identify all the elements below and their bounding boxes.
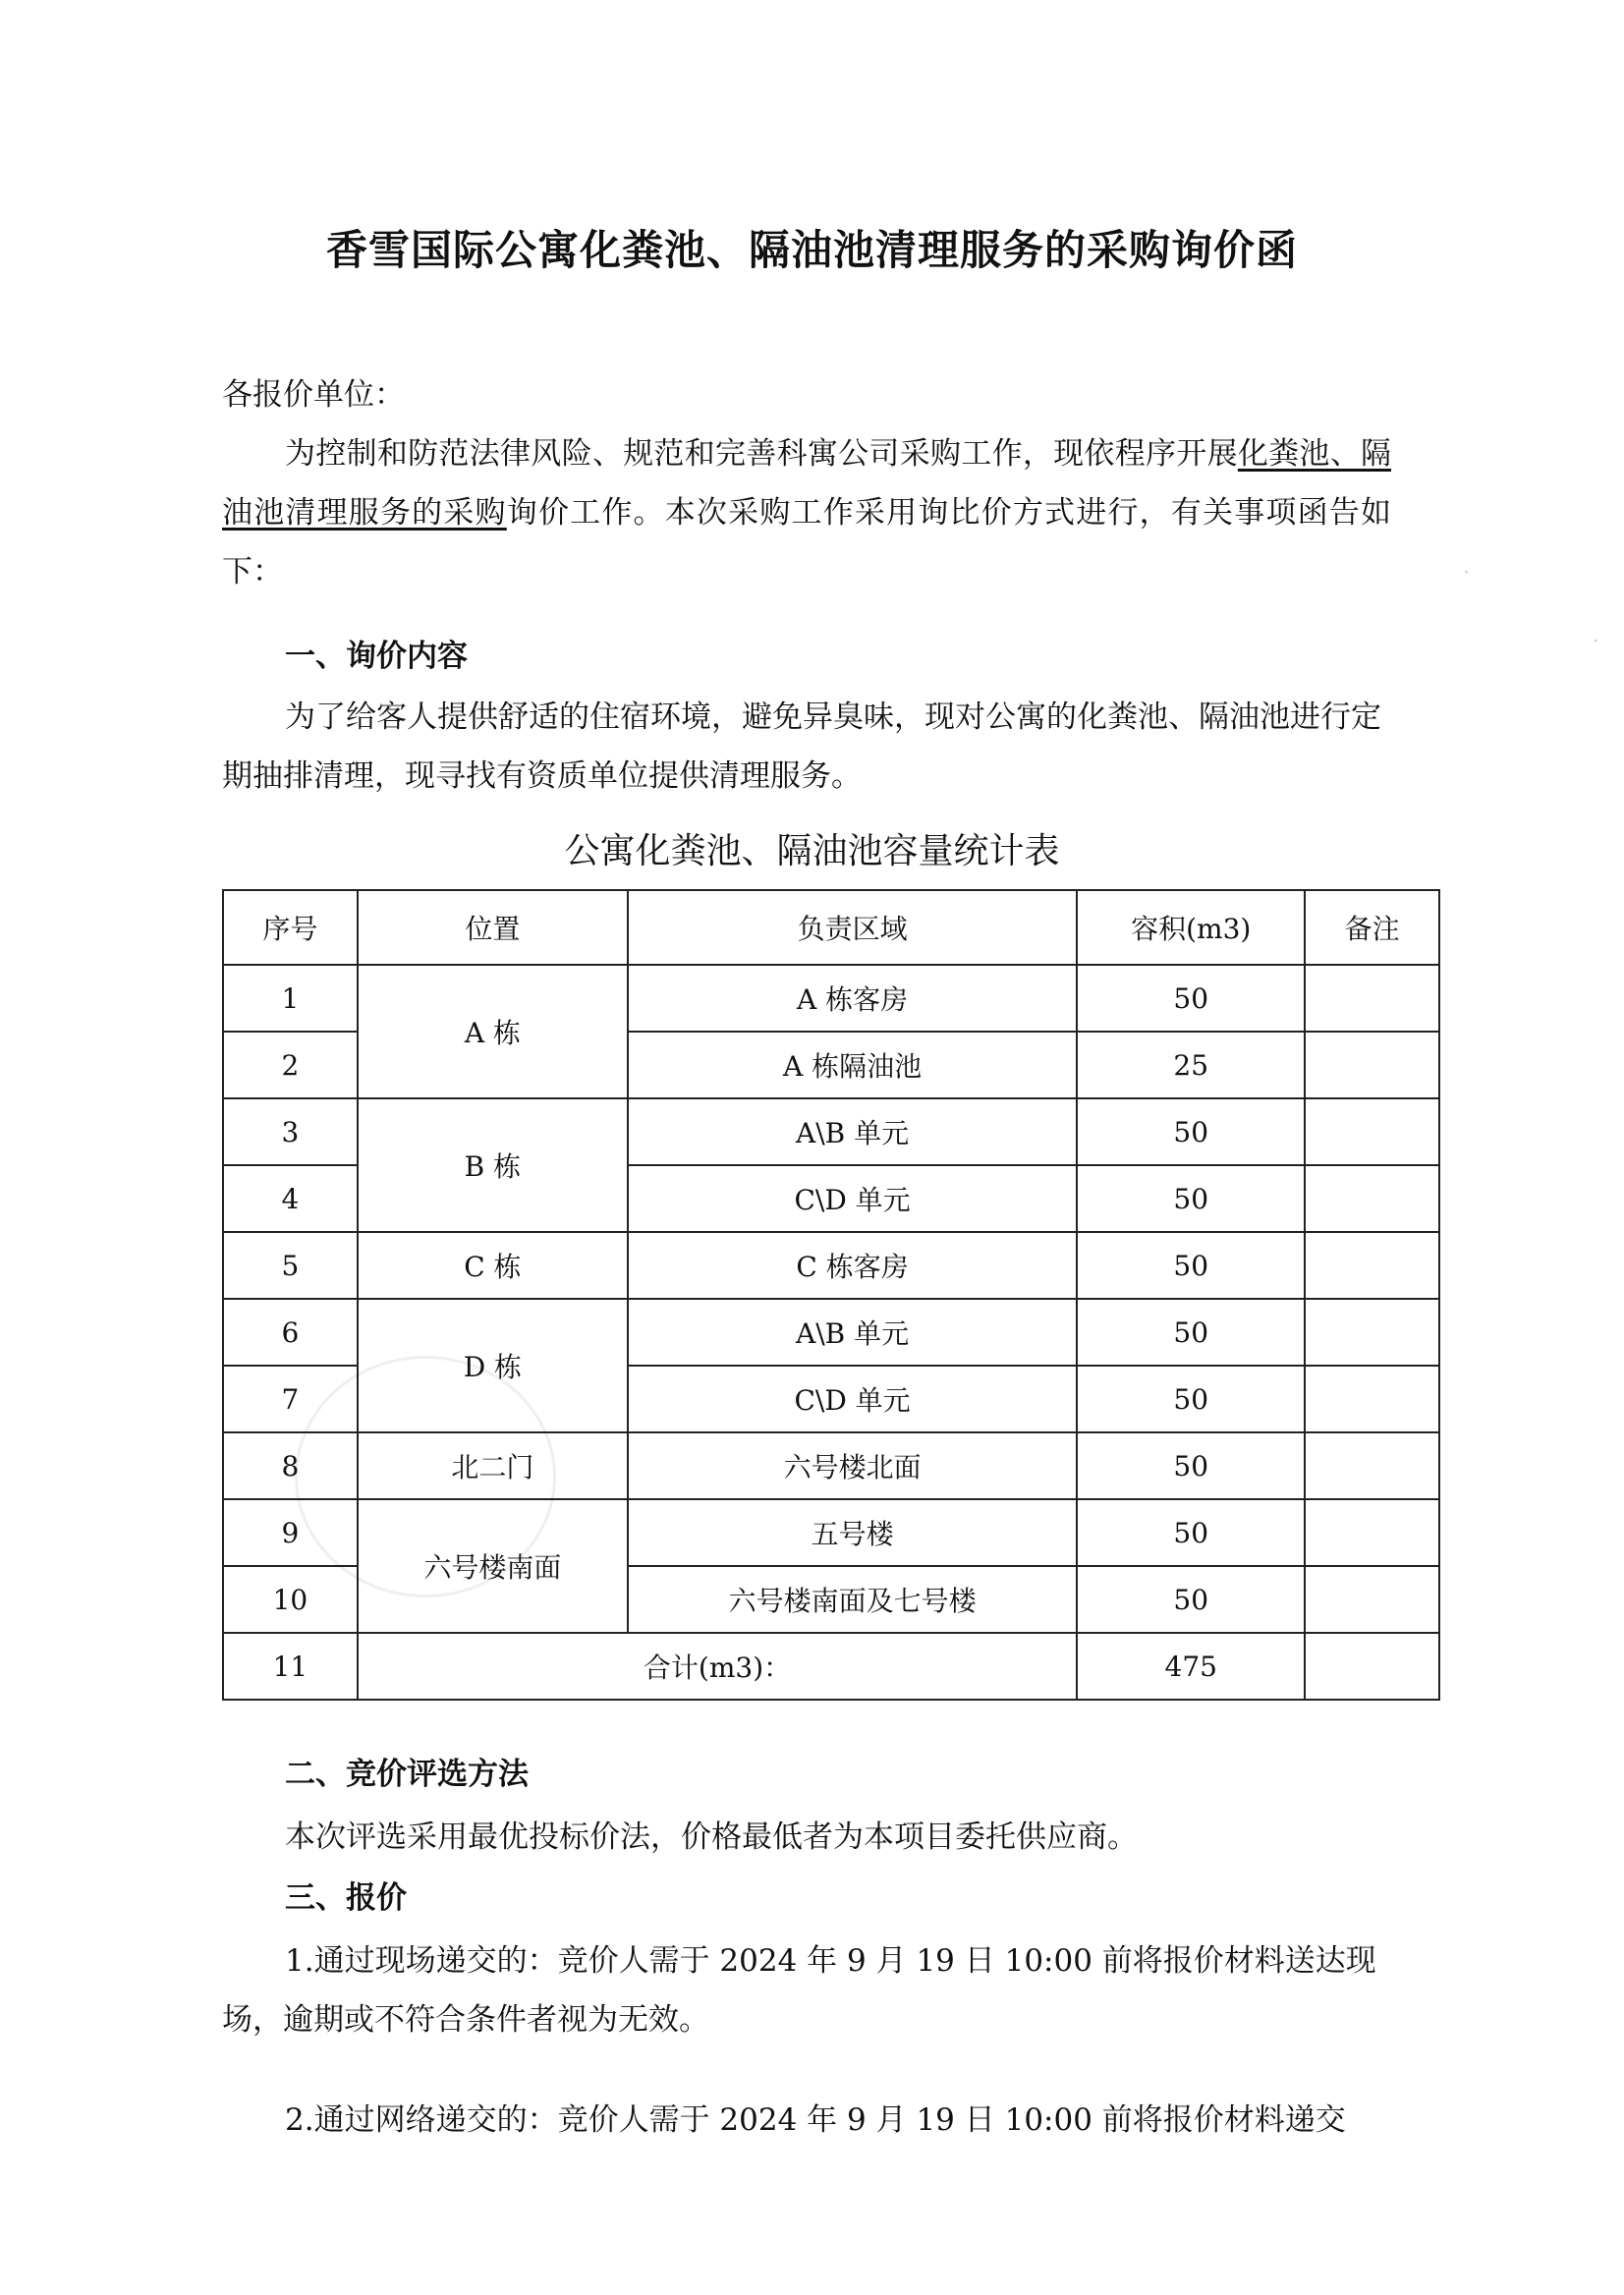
cell-area: 五号楼 (628, 1499, 1077, 1566)
cell-no: 7 (223, 1366, 358, 1432)
salutation: 各报价单位： (222, 377, 405, 413)
cell-location: 六号楼南面 (358, 1499, 628, 1633)
cell-location: 北二门 (358, 1432, 628, 1499)
column-header-no: 序号 (223, 890, 358, 965)
cell-total-label: 合计(m3)： (358, 1633, 1077, 1700)
cell-location: D 栋 (358, 1299, 628, 1432)
column-header-note: 备注 (1305, 890, 1439, 965)
cell-area: C\D 单元 (628, 1366, 1077, 1432)
section-body-inquiry-content: 为了给客人提供舒适的住宿环境，避免异臭味，现对公寓的化粪池、隔油池进行定期抽排清理，现寻找有资质单位提供清理服务。 (222, 700, 1381, 794)
cell-note (1305, 1566, 1439, 1633)
cell-no: 10 (223, 1566, 358, 1633)
cell-total-volume: 475 (1077, 1633, 1305, 1700)
cell-volume: 50 (1077, 1098, 1305, 1165)
table-row (223, 1098, 1439, 1165)
cell-area: 六号楼南面及七号楼 (628, 1566, 1077, 1633)
cell-volume: 50 (1077, 1366, 1305, 1432)
cell-no: 3 (223, 1098, 358, 1165)
cell-note (1305, 1165, 1439, 1232)
cell-note (1305, 1032, 1439, 1098)
cell-no: 2 (223, 1032, 358, 1098)
quotation-item-online: 2.通过网络递交的：竞价人需于 2024 年 9 月 19 日 10:00 前将报价材料递交 (285, 2102, 1346, 2138)
cell-volume: 50 (1077, 1566, 1305, 1633)
cell-note (1305, 1499, 1439, 1566)
table-row (223, 1232, 1439, 1299)
cell-volume: 50 (1077, 1232, 1305, 1299)
cell-no: 6 (223, 1299, 358, 1366)
table-row (223, 1432, 1439, 1499)
cell-note (1305, 1098, 1439, 1165)
capacity-table (222, 889, 1440, 1701)
cell-note (1305, 1432, 1439, 1499)
table-row (223, 1499, 1439, 1566)
cell-no: 9 (223, 1499, 358, 1566)
cell-area: C 栋客房 (628, 1232, 1077, 1299)
cell-area: A 栋客房 (628, 965, 1077, 1032)
cell-no: 1 (223, 965, 358, 1032)
cell-area: 六号楼北面 (628, 1432, 1077, 1499)
cell-area: A\B 单元 (628, 1299, 1077, 1366)
document-title: 香雪国际公寓化粪池、隔油池清理服务的采购询价函 (325, 226, 1298, 274)
intro-text-before: 为控制和防范法律风险、规范和完善科寓公司采购工作，现依程序开展 (285, 436, 1238, 472)
cell-note (1305, 1232, 1439, 1299)
column-header-area: 负责区域 (628, 890, 1077, 965)
cell-no: 11 (223, 1633, 358, 1700)
cell-area: A\B 单元 (628, 1098, 1077, 1165)
table-header-row (223, 890, 1439, 965)
cell-volume: 50 (1077, 965, 1305, 1032)
scan-speck: ˊ (1592, 639, 1598, 654)
cell-no: 8 (223, 1432, 358, 1499)
cell-volume: 50 (1077, 1165, 1305, 1232)
intro-underlined-text: 化粪池、隔油池清理服务的采购 (222, 436, 1392, 531)
quotation-item-onsite: 1.通过现场递交的：竞价人需于 2024 年 9 月 19 日 10:00 前将报价材料送达现场，逾期或不符合条件者视为无效。 (222, 1943, 1376, 2038)
section-heading-quotation: 三、报价 (285, 1880, 407, 1916)
scan-speck: ˋ (1464, 570, 1471, 586)
table-row (223, 1299, 1439, 1366)
cell-volume: 50 (1077, 1432, 1305, 1499)
intro-text-after: 询价工作。本次采购工作采用询比价方式进行，有关事项函告如下： (222, 495, 1391, 589)
cell-location: A 栋 (358, 965, 628, 1098)
table-caption: 公寓化粪池、隔油池容量统计表 (564, 831, 1060, 871)
section-heading-inquiry-content: 一、询价内容 (285, 639, 468, 674)
cell-volume: 25 (1077, 1032, 1305, 1098)
intro-paragraph (222, 424, 1391, 601)
column-header-volume: 容积(m3) (1077, 890, 1305, 965)
cell-note (1305, 965, 1439, 1032)
section-body-evaluation-method: 本次评选采用最优投标价法，价格最低者为本项目委托供应商。 (285, 1819, 1138, 1855)
cell-no: 4 (223, 1165, 358, 1232)
section-heading-evaluation-method: 二、竞价评选方法 (285, 1757, 529, 1792)
table-total-row (223, 1633, 1439, 1700)
cell-location: B 栋 (358, 1098, 628, 1232)
table-row (223, 965, 1439, 1032)
cell-note (1305, 1299, 1439, 1366)
column-header-location: 位置 (358, 890, 628, 965)
cell-location: C 栋 (358, 1232, 628, 1299)
cell-area: A 栋隔油池 (628, 1032, 1077, 1098)
cell-note (1305, 1366, 1439, 1432)
cell-note (1305, 1633, 1439, 1700)
cell-volume: 50 (1077, 1299, 1305, 1366)
cell-volume: 50 (1077, 1499, 1305, 1566)
cell-area: C\D 单元 (628, 1165, 1077, 1232)
cell-no: 5 (223, 1232, 358, 1299)
